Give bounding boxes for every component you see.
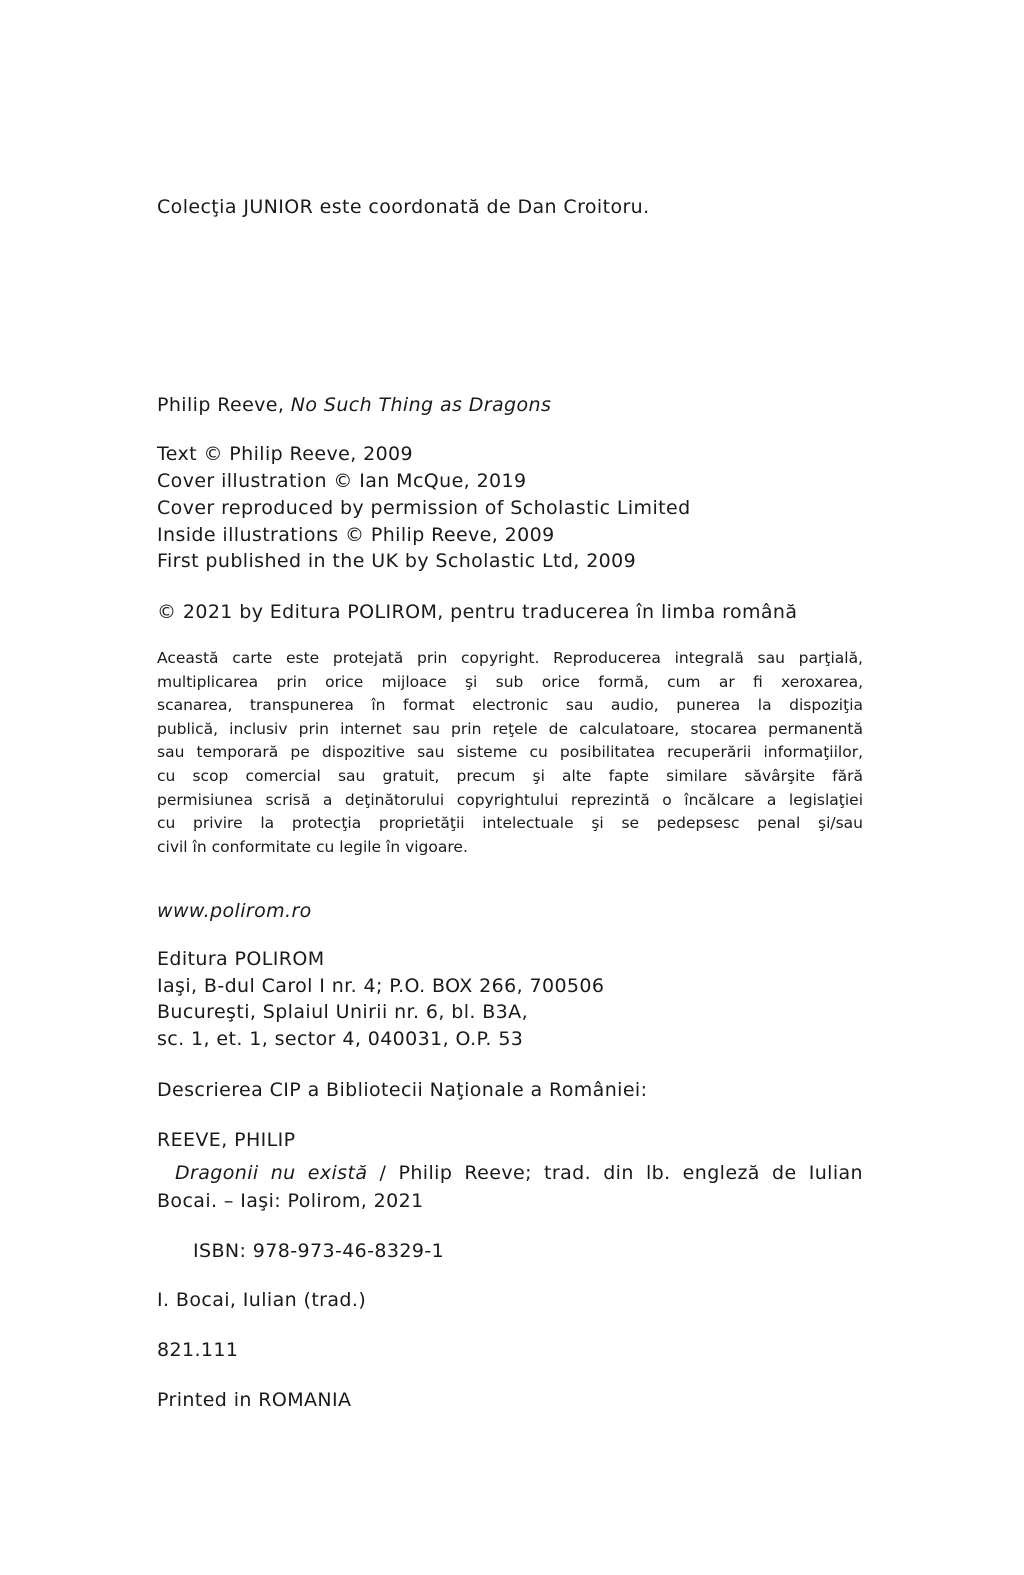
cip-description-line2: Bocai. – Iaşi: Polirom, 2021	[157, 1190, 424, 1212]
cip-description	[157, 1159, 863, 1215]
cip-description-rest: / Philip Reeve; trad. din lb. engleză de Iulian	[367, 1162, 864, 1184]
publisher-address-bucuresti: Bucureşti, Splaiul Unirii nr. 6, bl. B3A,	[157, 1001, 529, 1023]
printed-in: Printed in ROMANIA	[157, 1389, 352, 1411]
translation-copyright: © 2021 by Editura POLIROM, pentru traducerea în limba română	[157, 601, 798, 623]
credit-cover-permission: Cover reproduced by permission of Scholastic Limited	[157, 497, 691, 519]
translator-entry: I. Bocai, Iulian (trad.)	[157, 1289, 367, 1311]
legal-notice-line: cu privire la protecţia proprietăţii intelectuale şi se pedepsesc penal şi/sau	[157, 814, 863, 833]
legal-notice	[157, 647, 863, 859]
copyright-page	[157, 0, 863, 1575]
credit-inside-illustrations: Inside illustrations © Philip Reeve, 2009	[157, 524, 555, 546]
legal-notice-line: publică, inclusiv prin internet sau prin reţele de calculatoare, stocarea permanentă	[157, 719, 863, 738]
collection-coordination: Colecţia JUNIOR este coordonată de Dan Croitoru.	[157, 196, 650, 218]
legal-notice-line: sau temporară pe dispozitive sau sisteme cu posibilitatea recuperării informaţiilor,	[157, 743, 863, 762]
legal-notice-line: scanarea, transpunerea în format electronic sau audio, punerea la dispoziţia	[157, 696, 863, 715]
legal-notice-line: multiplicarea prin orice mijloace şi sub orice formă, cum ar fi xeroxarea,	[157, 672, 863, 691]
publisher-address-sector: sc. 1, et. 1, sector 4, 040031, O.P. 53	[157, 1028, 524, 1050]
cip-description-line	[157, 1159, 863, 1187]
original-title: No Such Thing as Dragons	[290, 394, 552, 416]
original-author: Philip Reeve,	[157, 394, 291, 416]
website-link[interactable]: www.polirom.ro	[157, 900, 312, 922]
publisher-address-iasi: Iaşi, B-dul Carol I nr. 4; P.O. BOX 266, 700506	[157, 975, 605, 997]
legal-notice-line: Această carte este protejată prin copyright. Reproducerea integrală sau parţială,	[157, 649, 863, 667]
cip-author-heading: REEVE, PHILIP	[157, 1129, 296, 1151]
classification-number: 821.111	[157, 1339, 239, 1361]
publisher-name: Editura POLIROM	[157, 948, 325, 970]
credit-cover-illustration: Cover illustration © Ian McQue, 2019	[157, 470, 527, 492]
original-title-line	[157, 392, 551, 418]
credit-text: Text © Philip Reeve, 2009	[157, 443, 414, 465]
legal-notice-line: civil în conformitate cu legile în vigoare.	[157, 837, 468, 856]
credit-first-published: First published in the UK by Scholastic Ltd, 2009	[157, 550, 637, 572]
legal-notice-line: permisiunea scrisă a deţinătorului copyrightului reprezintă o încălcare a legislaţiei	[157, 790, 863, 809]
legal-notice-line: cu scop comercial sau gratuit, precum şi alte fapte similare săvârşite fără	[157, 766, 863, 785]
isbn: ISBN: 978-973-46-8329-1	[193, 1240, 445, 1262]
cip-heading: Descrierea CIP a Bibliotecii Naţionale a României:	[157, 1079, 648, 1101]
translated-title: Dragonii nu există	[175, 1162, 368, 1184]
